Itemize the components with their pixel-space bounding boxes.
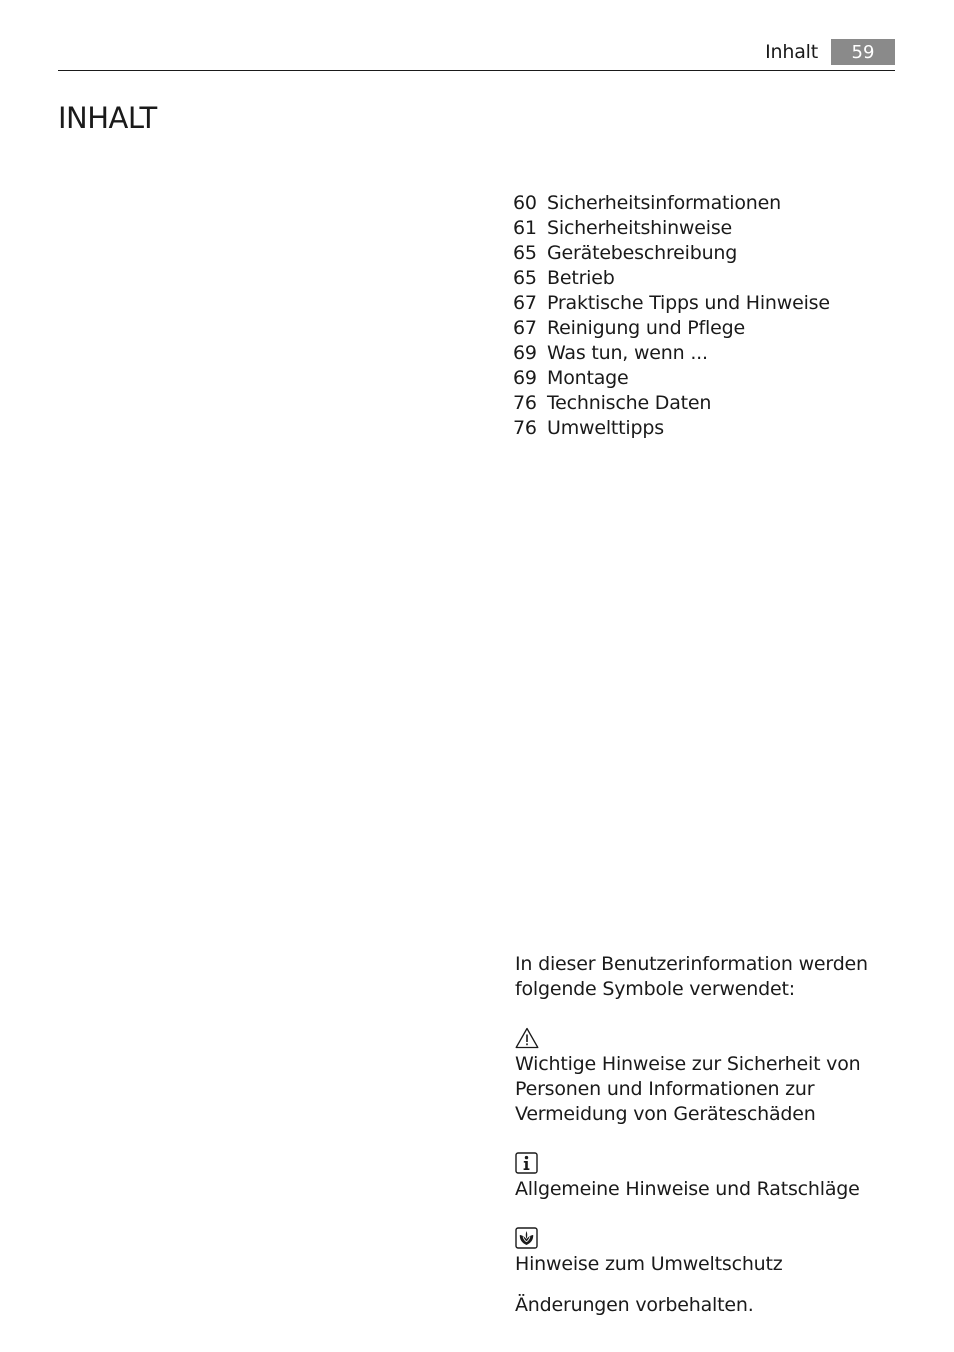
toc-entry[interactable] xyxy=(513,340,830,365)
toc-entry[interactable] xyxy=(513,365,830,390)
toc-label: Technische Daten xyxy=(547,391,712,414)
toc-label: Sicherheitsinformationen xyxy=(547,191,781,214)
description-line: Hinweise zum Umweltschutz xyxy=(515,1253,783,1275)
toc-page-number: 61 xyxy=(513,216,537,239)
toc-page-number: 65 xyxy=(513,241,537,264)
toc-label: Montage xyxy=(547,366,629,389)
toc-entry[interactable] xyxy=(513,215,830,240)
table-of-contents xyxy=(513,190,830,440)
toc-entry[interactable] xyxy=(513,240,830,265)
toc-label: Was tun, wenn ... xyxy=(547,341,708,364)
description-line: Vermeidung von Geräteschäden xyxy=(515,1103,816,1125)
description-line: Personen und Informationen zur xyxy=(515,1078,815,1100)
symbols-legend xyxy=(515,952,895,1318)
toc-entry[interactable] xyxy=(513,390,830,415)
notice-text: Änderungen vorbehalten. xyxy=(515,1294,754,1316)
header-section-name: Inhalt xyxy=(765,41,818,63)
page-number: 59 xyxy=(831,39,895,65)
toc-label: Praktische Tipps und Hinweise xyxy=(547,291,830,314)
toc-label: Betrieb xyxy=(547,266,615,289)
toc-entry[interactable] xyxy=(513,290,830,315)
toc-label: Reinigung und Pflege xyxy=(547,316,745,339)
toc-page-number: 67 xyxy=(513,291,537,314)
toc-entry[interactable] xyxy=(513,315,830,340)
toc-page-number: 69 xyxy=(513,341,537,364)
symbol-description xyxy=(515,1052,895,1127)
description-line: Allgemeine Hinweise und Ratschläge xyxy=(515,1178,860,1200)
running-header xyxy=(765,38,895,66)
toc-label: Sicherheitshinweise xyxy=(547,216,733,239)
toc-entry[interactable] xyxy=(513,265,830,290)
environment-icon xyxy=(515,1227,895,1249)
toc-page-number: 76 xyxy=(513,391,537,414)
toc-label: Gerätebeschreibung xyxy=(547,241,738,264)
toc-page-number: 76 xyxy=(513,416,537,439)
header-divider xyxy=(58,70,895,71)
info-icon xyxy=(515,1152,895,1174)
toc-entry[interactable] xyxy=(513,190,830,215)
toc-page-number: 67 xyxy=(513,316,537,339)
symbol-description xyxy=(515,1252,895,1277)
symbols-intro-line: folgende Symbole verwendet: xyxy=(515,978,795,1000)
symbols-intro-line: In dieser Benutzerinformation werden xyxy=(515,953,868,975)
description-line: Wichtige Hinweise zur Sicherheit von xyxy=(515,1053,861,1075)
warning-triangle-icon xyxy=(515,1027,895,1049)
symbol-description xyxy=(515,1177,895,1202)
toc-page-number: 60 xyxy=(513,191,537,214)
toc-label: Umwelttipps xyxy=(547,416,664,439)
toc-page-number: 65 xyxy=(513,266,537,289)
toc-page-number: 69 xyxy=(513,366,537,389)
page-title: INHALT xyxy=(58,101,157,135)
toc-entry[interactable] xyxy=(513,415,830,440)
